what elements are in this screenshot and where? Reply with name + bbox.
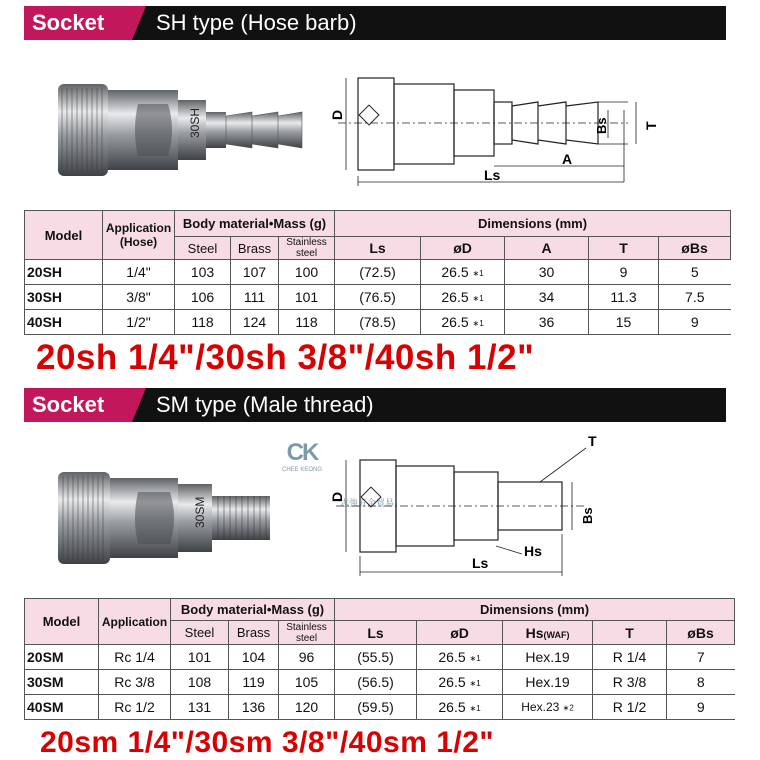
sh-col-body: Body material•Mass (g) — [175, 211, 335, 237]
sm-row-stainless: 105 — [279, 670, 335, 695]
sm-dim-ls: Ls — [472, 555, 489, 571]
sm-row-bs: 9 — [667, 695, 735, 720]
sh-row-d: 26.5 ∗1 — [421, 310, 505, 335]
sh-sub-t: T — [589, 237, 659, 260]
sm-row-d: 26.5 ∗1 — [417, 645, 503, 670]
sh-sub-brass: Brass — [231, 237, 279, 260]
sm-socket-tag: Socket — [24, 388, 132, 422]
sm-row-hs: Hex.23 ∗2 — [503, 695, 593, 720]
sm-sub-t: T — [593, 621, 667, 645]
sm-row-t: R 3/8 — [593, 670, 667, 695]
sm-sub-ls: Ls — [335, 621, 417, 645]
table-row — [25, 695, 735, 720]
sm-sub-bs: øBs — [667, 621, 735, 645]
sh-dim-t: T — [643, 121, 659, 130]
sm-dim-d: D — [329, 491, 345, 502]
sm-dim-bs: Bs — [580, 507, 595, 524]
table-row — [25, 285, 731, 310]
sm-sub-brass: Brass — [229, 621, 279, 645]
sh-row-steel: 118 — [175, 310, 231, 335]
sh-dimension-drawing — [329, 70, 698, 200]
sm-sub-stainless: Stainless steel — [279, 621, 335, 645]
sh-product-label: 30SH — [188, 107, 202, 138]
sh-row-brass: 111 — [231, 285, 279, 310]
sm-row-steel: 101 — [171, 645, 229, 670]
table-row — [25, 670, 735, 695]
sh-row-app: 3/8" — [103, 285, 175, 310]
sh-col-model: Model — [25, 211, 103, 260]
sm-type-title: SM type (Male thread) — [156, 392, 374, 417]
sh-row-a: 34 — [505, 285, 589, 310]
watermark-chinese: 志強五金貿易 — [340, 498, 395, 508]
sm-col-body: Body material•Mass (g) — [171, 599, 335, 621]
sm-row-ls: (59.5) — [335, 695, 417, 720]
sh-row-model: 30SH — [25, 285, 103, 310]
sm-row-stainless: 96 — [279, 645, 335, 670]
sh-row-bs: 7.5 — [659, 285, 731, 310]
sh-sub-bs: øBs — [659, 237, 731, 260]
sm-product-label: 30SM — [193, 496, 207, 528]
sh-dim-d: D — [329, 109, 345, 120]
sm-row-t: R 1/2 — [593, 695, 667, 720]
sh-row-ls: (76.5) — [335, 285, 421, 310]
sh-row-t: 15 — [589, 310, 659, 335]
sm-row-stainless: 120 — [279, 695, 335, 720]
sh-row-model: 40SH — [25, 310, 103, 335]
sh-row-brass: 107 — [231, 260, 279, 285]
sh-dim-a: A — [562, 151, 573, 167]
watermark-logo-mark: CK — [286, 439, 318, 466]
sm-dim-t: T — [588, 433, 597, 449]
watermark-name: CHEE KEONG — [281, 467, 322, 473]
sm-row-brass: 136 — [229, 695, 279, 720]
sm-product-photo — [54, 468, 284, 568]
sm-sub-d: øD — [417, 621, 503, 645]
sh-row-brass: 124 — [231, 310, 279, 335]
sh-caption: 20sh 1/4"/30sh 3/8"/40sh 1/2" — [36, 338, 535, 377]
sm-sub-steel: Steel — [171, 621, 229, 645]
sh-row-d: 26.5 ∗1 — [421, 260, 505, 285]
sm-row-model: 30SM — [25, 670, 99, 695]
sm-col-application: Application — [99, 599, 171, 645]
sh-row-stainless: 100 — [279, 260, 335, 285]
sm-row-app: Rc 1/2 — [99, 695, 171, 720]
sm-row-model: 40SM — [25, 695, 99, 720]
sh-row-a: 36 — [505, 310, 589, 335]
sm-col-model: Model — [25, 599, 99, 645]
sh-row-bs: 5 — [659, 260, 731, 285]
sm-col-dimensions: Dimensions (mm) — [335, 599, 735, 621]
sm-row-bs: 7 — [667, 645, 735, 670]
sm-row-brass: 104 — [229, 645, 279, 670]
sh-sub-ls: Ls — [335, 237, 421, 260]
sm-caption: 20sm 1/4"/30sm 3/8"/40sm 1/2" — [40, 726, 495, 759]
sh-col-application: Application (Hose) — [103, 211, 175, 260]
sh-row-app: 1/4" — [103, 260, 175, 285]
sh-row-stainless: 118 — [279, 310, 335, 335]
sh-dim-bs: Bs — [594, 117, 609, 134]
sh-row-d: 26.5 ∗1 — [421, 285, 505, 310]
sm-sub-hs: Hs(WAF) — [503, 621, 593, 645]
sh-dim-ls: Ls — [484, 167, 501, 183]
sm-row-steel: 108 — [171, 670, 229, 695]
sh-socket-tag: Socket — [24, 6, 132, 40]
sh-row-t: 11.3 — [589, 285, 659, 310]
sh-row-app: 1/2" — [103, 310, 175, 335]
sm-row-brass: 119 — [229, 670, 279, 695]
sh-sub-a: A — [505, 237, 589, 260]
sm-row-d: 26.5 ∗1 — [417, 670, 503, 695]
sh-row-steel: 106 — [175, 285, 231, 310]
sh-row-t: 9 — [589, 260, 659, 285]
sm-row-model: 20SM — [25, 645, 99, 670]
sm-dimension-drawing — [329, 430, 636, 580]
sm-row-ls: (56.5) — [335, 670, 417, 695]
sm-row-t: R 1/4 — [593, 645, 667, 670]
sm-row-hs: Hex.19 — [503, 670, 593, 695]
sm-row-ls: (55.5) — [335, 645, 417, 670]
table-row — [25, 260, 731, 285]
table-row — [25, 310, 731, 335]
sh-col-dimensions: Dimensions (mm) — [335, 211, 731, 237]
sh-row-ls: (78.5) — [335, 310, 421, 335]
sh-row-a: 30 — [505, 260, 589, 285]
sh-product-photo — [52, 80, 322, 180]
sh-header-bar — [24, 6, 726, 40]
sm-row-d: 26.5 ∗1 — [417, 695, 503, 720]
sm-row-app: Rc 3/8 — [99, 670, 171, 695]
sh-sub-steel: Steel — [175, 237, 231, 260]
sm-row-bs: 8 — [667, 670, 735, 695]
watermark-logo — [272, 440, 332, 474]
sh-row-ls: (72.5) — [335, 260, 421, 285]
sh-row-stainless: 101 — [279, 285, 335, 310]
sh-row-model: 20SH — [25, 260, 103, 285]
table-row — [25, 645, 735, 670]
sh-row-steel: 103 — [175, 260, 231, 285]
sm-header-bar — [24, 388, 726, 422]
sh-row-bs: 9 — [659, 310, 731, 335]
sm-dim-hs: Hs — [524, 543, 542, 559]
sh-spec-table — [24, 210, 731, 335]
sm-row-hs: Hex.19 — [503, 645, 593, 670]
sm-row-app: Rc 1/4 — [99, 645, 171, 670]
sh-sub-stainless: Stainless steel — [279, 237, 335, 260]
sm-spec-table — [24, 598, 735, 720]
sh-type-title: SH type (Hose barb) — [156, 10, 357, 35]
sh-sub-d: øD — [421, 237, 505, 260]
sm-row-steel: 131 — [171, 695, 229, 720]
